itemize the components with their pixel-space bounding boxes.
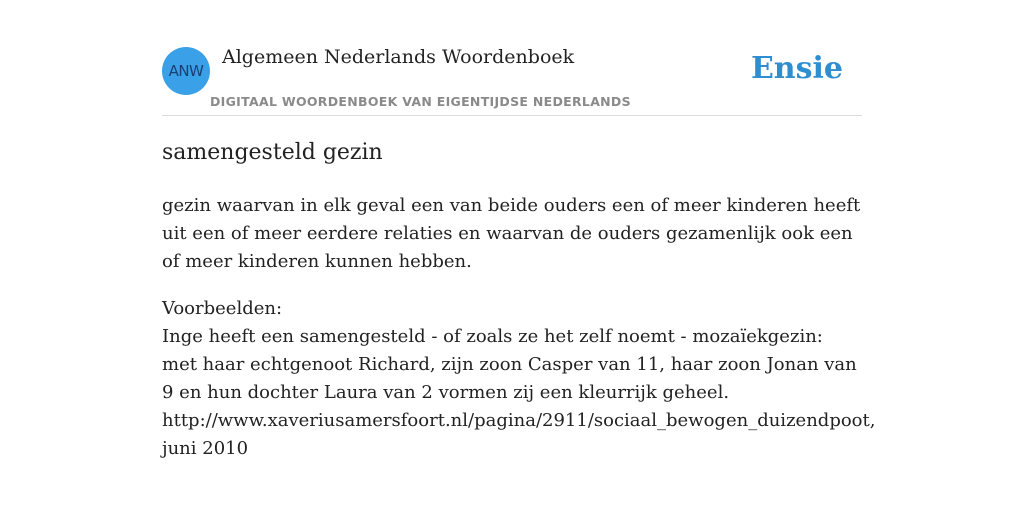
examples-label: Voorbeelden:	[162, 298, 283, 319]
entry-definition: gezin waarvan in elk geval een van beide ouders een of meer kinderen heeft uit een of meer eerdere relaties en waarvan de ouders gezamenlijk ook een of meer kinderen kunnen hebben.	[162, 195, 861, 272]
example-text: Inge heeft een samengesteld - of zoals ze het zelf noemt - mozaïekgezin: met haar echtgenoot Richard, zijn zoon Casper van 11, haar zoon Jonan van 9 en hun dochter Laura van 2 vormen zij een kleurrijk geheel.	[162, 326, 857, 403]
header-divider	[162, 115, 862, 116]
ensie-brand-link[interactable]: Ensie	[750, 51, 843, 86]
entry-headword: samengesteld gezin	[162, 140, 383, 165]
anw-logo: ANW	[162, 47, 210, 95]
dictionary-card	[162, 0, 876, 512]
dictionary-title: Algemeen Nederlands Woordenboek	[222, 46, 575, 68]
dictionary-subtitle: DIGITAAL WOORDENBOEK VAN EIGENTIJDSE NEDERLANDS	[210, 94, 631, 109]
example-source: http://www.xaveriusamersfoort.nl/pagina/2911/sociaal_bewogen_duizendpoot, juni 2010	[162, 410, 876, 459]
entry-examples	[162, 295, 876, 463]
